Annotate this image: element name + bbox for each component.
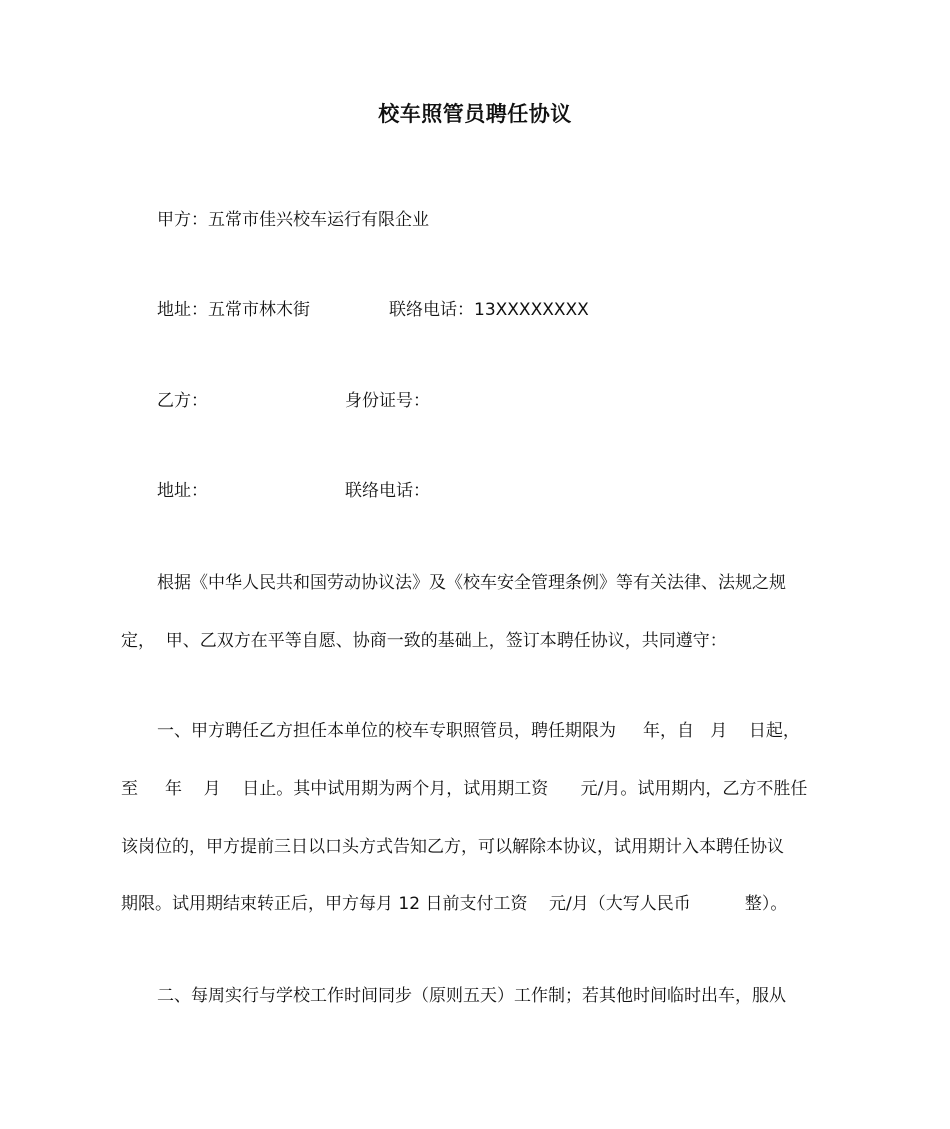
preamble-line-1: 根据《中华人民共和国劳动协议法》及《校车安全管理条例》等有关法律、法规之规 [157, 573, 786, 593]
party-b-phone-label: 联络电话： [345, 481, 430, 501]
document-title: 校车照管员聘任协议 [378, 102, 572, 126]
clause-1-line-1: 一、甲方聘任乙方担任本单位的校车专职照管员，聘任期限为 年，自 月 日起， [157, 721, 800, 741]
clause-1-line-3: 该岗位的，甲方提前三日以口头方式告知乙方，可以解除本协议，试用期计入本聘任协议 [121, 837, 784, 857]
clause-1-line-4: 期限。试用期结束转正后，甲方每月 12 日前支付工资 元/月（大写人民币 整）。 [121, 894, 788, 914]
party-b-name-label: 乙方： [157, 391, 208, 411]
party-b-id-label: 身份证号： [345, 391, 430, 411]
party-a-address: 地址：五常市林木街 [157, 300, 310, 320]
clause-2-line-1: 二、每周实行与学校工作时间同步（原则五天）工作制；若其他时间临时出车，服从 [157, 986, 786, 1006]
party-a-phone: 联络电话：13XXXXXXXX [389, 300, 589, 320]
party-a-line: 甲方：五常市佳兴校车运行有限企业 [157, 210, 429, 230]
party-b-address-label: 地址： [157, 481, 208, 501]
clause-1-line-2: 至 年 月 日止。其中试用期为两个月，试用期工资 元/月。试用期内，乙方不胜任 [121, 779, 808, 799]
preamble-line-2: 定， 甲、乙双方在平等自愿、协商一致的基础上，签订本聘任协议，共同遵守： [121, 631, 727, 651]
